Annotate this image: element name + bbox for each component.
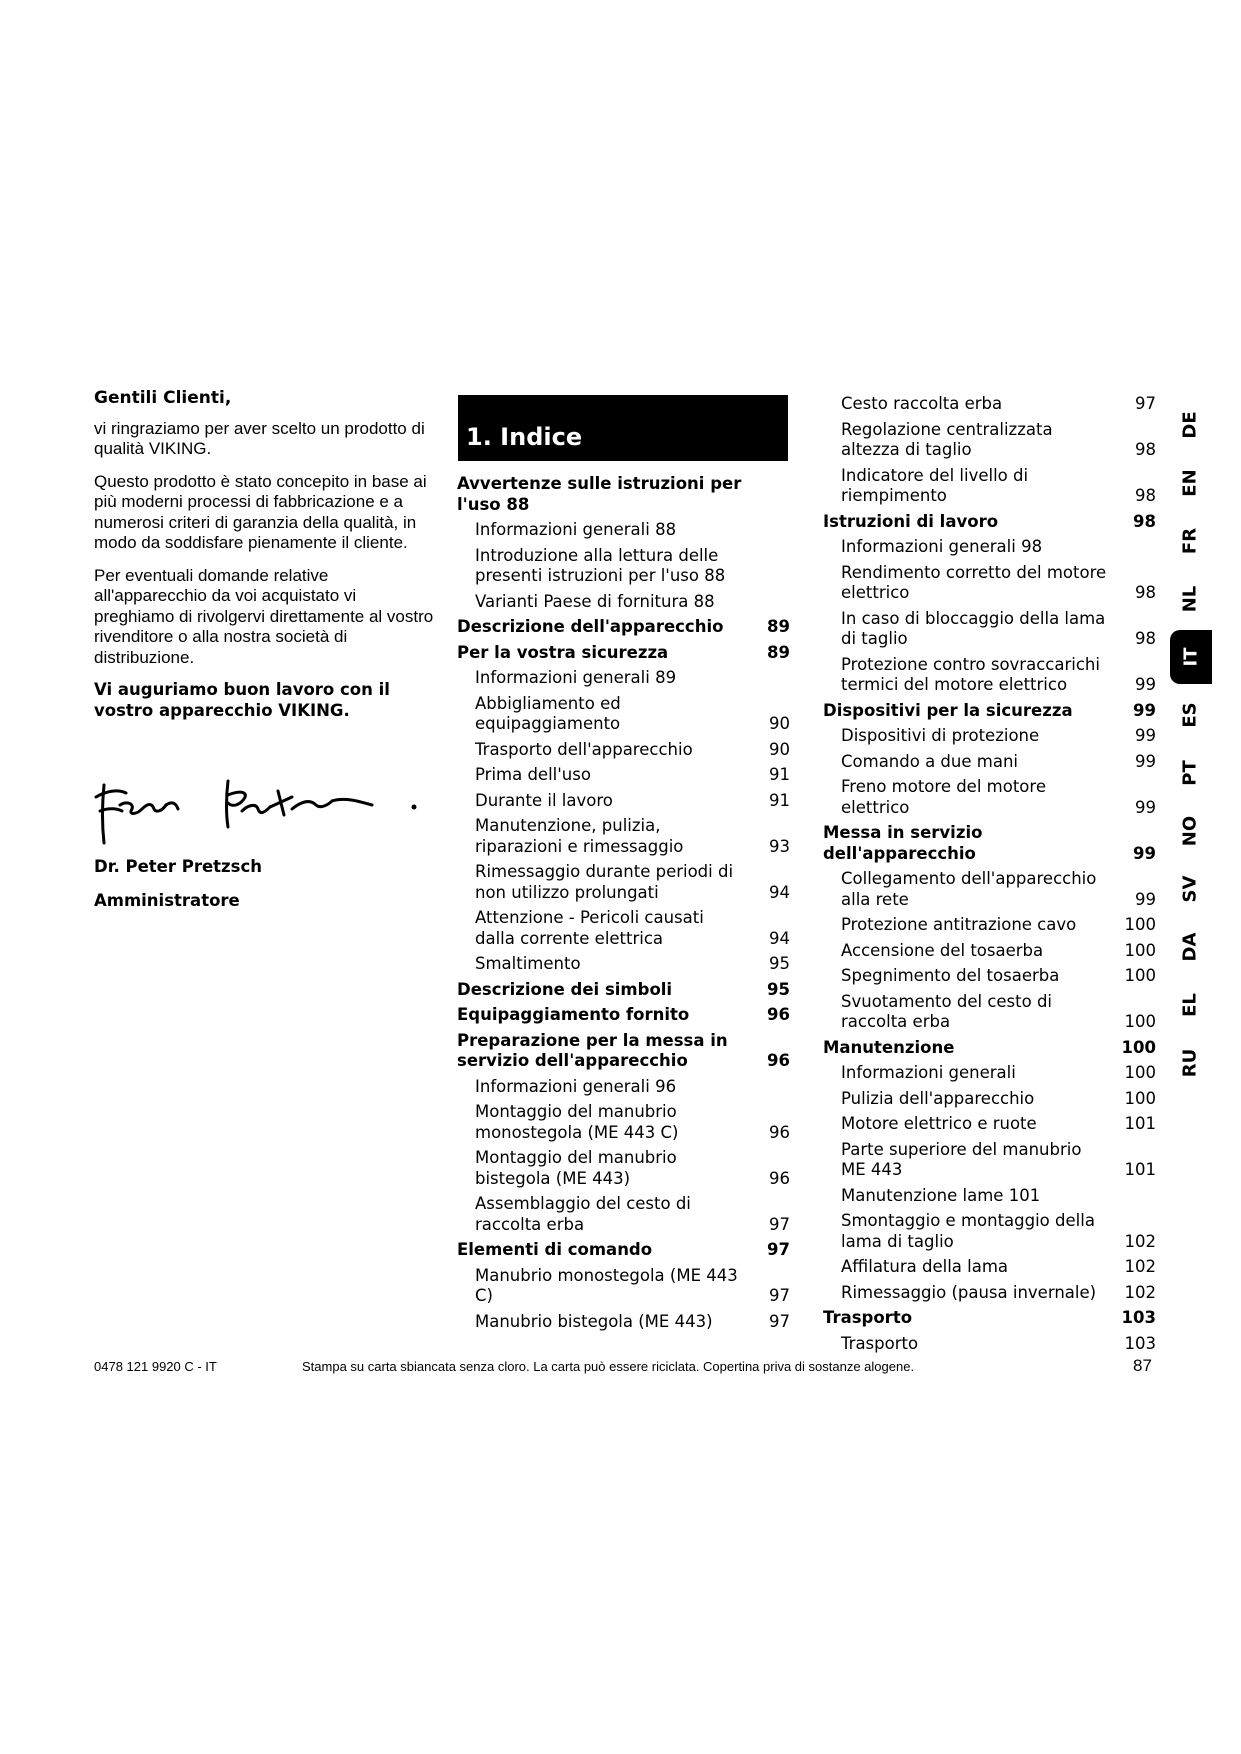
- closing-paragraph: Vi auguriamo buon lavoro con il vostro apparecchio VIKING.: [94, 680, 390, 720]
- toc-subsection: [823, 1140, 1158, 1181]
- toc-entry-title: Durante il lavoro: [475, 790, 613, 810]
- language-tab-label: PT: [1179, 760, 1201, 786]
- toc-entry-page: 90: [769, 714, 790, 733]
- toc-entry-title: Informazioni generali 96: [475, 1076, 677, 1096]
- language-tab-label: DE: [1179, 411, 1201, 439]
- toc-subsection: [823, 1283, 1158, 1304]
- language-tab-label: NL: [1179, 585, 1201, 613]
- toc-entry-title: Motore elettrico e ruote: [841, 1114, 1037, 1133]
- toc-section: [823, 823, 1158, 864]
- language-tab-label: SV: [1179, 875, 1201, 903]
- toc-entry-page: 99: [1135, 751, 1156, 771]
- toc-entry-title: Comando a due mani: [841, 751, 1018, 771]
- toc-entry-title: Descrizione dei simboli: [457, 979, 673, 999]
- toc-entry-title: Regolazione centralizzata altezza di taglio: [841, 419, 1053, 459]
- toc-subsection: [457, 954, 792, 975]
- toc-entry-page: 98: [1135, 583, 1156, 602]
- toc-subsection: [457, 668, 792, 689]
- toc-section: [457, 980, 792, 1001]
- language-tab-sv: [1170, 862, 1210, 916]
- toc-entry-title: Attenzione - Pericoli causati dalla corrente elettrica: [475, 908, 704, 948]
- language-tab-label: FR: [1179, 527, 1201, 555]
- toc-subsection: [823, 777, 1158, 818]
- handwritten-signature: [92, 775, 432, 845]
- toc-entry-title: Messa in servizio dell'apparecchio: [823, 823, 983, 863]
- toc-subsection: [823, 1063, 1158, 1084]
- toc-entry-title: Montaggio del manubrio monostegola (ME 443 C): [475, 1102, 679, 1142]
- toc-subsection: [457, 740, 792, 761]
- document-code: 0478 121 9920 C - IT: [94, 1359, 217, 1374]
- toc-section: [457, 474, 792, 515]
- toc-entry-page: 99: [1135, 675, 1156, 694]
- toc-subsection: [457, 694, 792, 735]
- toc-entry-title: Protezione contro sovraccarichi termici del motore elettrico: [841, 654, 1100, 694]
- language-tab-pt: [1170, 746, 1210, 800]
- toc-entry-title: Preparazione per la messa in servizio dell'apparecchio: [457, 1030, 728, 1070]
- toc-entry-page: 91: [769, 765, 790, 784]
- toc-subsection: [823, 726, 1158, 747]
- toc-subsection: [823, 563, 1158, 604]
- language-tab-label: ES: [1179, 702, 1201, 728]
- toc-entry-page: 102: [1124, 1257, 1156, 1276]
- toc-entry-page: 101: [1124, 1160, 1156, 1179]
- toc-entry-title: Per la vostra sicurezza: [457, 642, 669, 662]
- toc-entry-title: Dispositivi di protezione: [841, 726, 1040, 745]
- toc-subsection: [457, 1312, 792, 1333]
- toc-entry-title: Accensione del tosaerba: [841, 940, 1044, 960]
- toc-entry-title: In caso di bloccaggio della lama di taglio: [841, 608, 1106, 648]
- toc-entry-title: Smaltimento: [475, 954, 581, 973]
- toc-entry-title: Informazioni generali 89: [475, 668, 677, 687]
- toc-entry-page: 99: [1135, 797, 1156, 817]
- toc-entry-page: 100: [1121, 1037, 1156, 1057]
- language-tab-da: [1170, 920, 1210, 974]
- toc-subsection: [823, 1089, 1158, 1110]
- toc-entry-page: 99: [1135, 889, 1156, 909]
- toc-entry-page: 98: [1135, 629, 1156, 648]
- toc-entry-page: 98: [1135, 486, 1156, 505]
- language-tab-no: [1170, 804, 1210, 858]
- toc-entry-page: 97: [769, 1286, 790, 1305]
- toc-subsection: [457, 1194, 792, 1235]
- toc-entry-title: Montaggio del manubrio bistegola (ME 443): [475, 1148, 677, 1188]
- language-tab-it: [1170, 630, 1212, 684]
- toc-entry-title: Collegamento dell'apparecchio alla rete: [841, 869, 1097, 909]
- language-tab-nl: [1170, 572, 1210, 626]
- toc-entry-title: Introduzione alla lettura delle presenti istruzioni per l'uso 88: [475, 545, 726, 585]
- toc-entry-page: 103: [1121, 1308, 1156, 1327]
- toc-entry-title: Smontaggio e montaggio della lama di taglio: [841, 1211, 1095, 1251]
- toc-subsection: [457, 592, 792, 613]
- language-tab-label: DA: [1179, 932, 1201, 962]
- toc-subsection: [823, 655, 1158, 696]
- toc-entry-title: Elementi di comando: [457, 1240, 653, 1259]
- toc-subsection: [823, 394, 1158, 415]
- toc-entry-title: Rimessaggio (pausa invernale): [841, 1282, 1097, 1302]
- toc-entry-title: Freno motore del motore elettrico: [841, 777, 1046, 817]
- toc-entry-title: Trasporto dell'apparecchio: [475, 739, 693, 759]
- language-tab-label: NO: [1179, 815, 1201, 847]
- toc-entry-page: 97: [769, 1214, 790, 1234]
- intro-paragraph-3: Per eventuali domande relative all'apparecchio da voi acquistato vi preghiamo di rivolgervi direttamente al vostro rivenditore o alla nostra società di distribuzione.: [94, 565, 434, 667]
- toc-entry-page: 99: [1135, 726, 1156, 745]
- toc-entry-title: Protezione antitrazione cavo: [841, 915, 1077, 934]
- toc-entry-page: 100: [1124, 1012, 1156, 1031]
- toc-entry-page: 99: [1133, 843, 1156, 863]
- toc-subsection: [823, 537, 1158, 558]
- toc-entry-page: 100: [1124, 1063, 1156, 1082]
- toc-entry-title: Trasporto: [823, 1308, 913, 1327]
- toc-entry-page: 97: [1135, 394, 1156, 413]
- intro-paragraph-2: Questo prodotto è stato concepito in base ai più moderni processi di fabbricazione e a numerosi criteri di garanzia della qualità, in modo da soddisfare pienamente il cliente.: [94, 471, 427, 552]
- toc-subsection: [823, 1186, 1158, 1207]
- toc-entry-page: 101: [1124, 1114, 1156, 1133]
- toc-section: [457, 617, 792, 638]
- language-tab-label: RU: [1179, 1048, 1201, 1078]
- toc-subsection: [457, 546, 792, 587]
- toc-subsection: [823, 966, 1158, 987]
- toc-entry-title: Manutenzione, pulizia, riparazioni e rimessaggio: [475, 816, 684, 856]
- toc-subsection: [457, 520, 792, 541]
- toc-subsection: [457, 816, 792, 857]
- toc-entry-page: 94: [769, 882, 790, 902]
- toc-entry-page: 90: [769, 739, 790, 759]
- toc-entry-page: 103: [1124, 1333, 1156, 1353]
- toc-entry-page: 96: [769, 1122, 790, 1142]
- toc-entry-page: 89: [767, 617, 790, 636]
- toc-subsection: [457, 862, 792, 903]
- toc-entry-title: Equipaggiamento fornito: [457, 1005, 690, 1024]
- toc-subsection: [457, 1102, 792, 1143]
- toc-subsection: [823, 1334, 1158, 1355]
- toc-entry-title: Pulizia dell'apparecchio: [841, 1088, 1035, 1108]
- language-tab-ru: [1170, 1036, 1210, 1090]
- language-tab-el: [1170, 978, 1210, 1032]
- language-tab-label: EN: [1179, 469, 1201, 497]
- signer-role: Amministratore: [94, 891, 240, 910]
- toc-entry-page: 95: [767, 979, 790, 999]
- toc-entry-page: 96: [767, 1051, 790, 1070]
- toc-subsection: [823, 1114, 1158, 1135]
- signer-name: Dr. Peter Pretzsch: [94, 857, 262, 876]
- toc-section: [823, 1038, 1158, 1059]
- toc-entry-page: 100: [1124, 966, 1156, 985]
- toc-entry-title: Affilatura della lama: [841, 1257, 1009, 1276]
- toc-section: [823, 512, 1158, 533]
- toc-entry-page: 96: [767, 1005, 790, 1024]
- toc-entry-title: Parte superiore del manubrio ME 443: [841, 1139, 1082, 1179]
- toc-entry-title: Informazioni generali: [841, 1063, 1016, 1082]
- index-title: 1. Indice: [466, 423, 583, 451]
- toc-subsection: [823, 752, 1158, 773]
- toc-entry-title: Dispositivi per la sicurezza: [823, 700, 1073, 720]
- toc-entry-title: Spegnimento del tosaerba: [841, 966, 1060, 985]
- toc-entry-title: Indicatore del livello di riempimento: [841, 465, 1029, 505]
- toc-entry-page: 102: [1124, 1282, 1156, 1302]
- language-tab-es: [1170, 688, 1210, 742]
- toc-entry-title: Manubrio monostegola (ME 443 C): [475, 1265, 738, 1305]
- toc-entry-page: 100: [1124, 940, 1156, 960]
- page-number: 87: [1133, 1356, 1152, 1375]
- toc-subsection: [823, 1211, 1158, 1252]
- toc-entry-title: Manutenzione lame 101: [841, 1185, 1041, 1205]
- greeting: Gentili Clienti,: [94, 388, 232, 408]
- toc-entry-title: Avvertenze sulle istruzioni per l'uso 88: [457, 474, 742, 514]
- toc-subsection: [823, 420, 1158, 461]
- toc-entry-title: Cesto raccolta erba: [841, 394, 1003, 413]
- toc-entry-title: Informazioni generali 88: [475, 520, 677, 539]
- toc-entry-title: Manubrio bistegola (ME 443): [475, 1311, 713, 1331]
- intro-paragraph-1: vi ringraziamo per aver scelto un prodotto di qualità VIKING.: [94, 418, 425, 458]
- toc-entry-page: 96: [769, 1168, 790, 1188]
- toc-subsection: [823, 466, 1158, 507]
- toc-column-2: [823, 394, 1158, 1359]
- toc-entry-title: Svuotamento del cesto di raccolta erba: [841, 991, 1053, 1031]
- toc-entry-title: Informazioni generali 98: [841, 537, 1043, 556]
- toc-entry-page: 99: [1133, 700, 1156, 720]
- toc-subsection: [823, 992, 1158, 1033]
- toc-entry-title: Varianti Paese di fornitura 88: [475, 591, 715, 611]
- toc-entry-title: Manutenzione: [823, 1037, 955, 1057]
- toc-entry-title: Abbigliamento ed equipaggiamento: [475, 693, 621, 733]
- toc-entry-page: 100: [1124, 915, 1156, 934]
- toc-entry-page: 102: [1124, 1231, 1156, 1251]
- toc-section: [457, 1240, 792, 1261]
- toc-entry-page: 93: [769, 836, 790, 856]
- toc-entry-page: 97: [767, 1240, 790, 1259]
- toc-entry-title: Istruzioni di lavoro: [823, 511, 999, 531]
- toc-entry-title: Rendimento corretto del motore elettrico: [841, 562, 1107, 602]
- toc-subsection: [823, 609, 1158, 650]
- toc-entry-page: 91: [769, 790, 790, 810]
- toc-column-1: [457, 474, 792, 1337]
- language-tab-de: [1170, 398, 1210, 452]
- toc-entry-page: 100: [1124, 1088, 1156, 1108]
- toc-section: [457, 643, 792, 664]
- toc-entry-title: Assemblaggio del cesto di raccolta erba: [475, 1194, 691, 1234]
- toc-entry-title: Rimessaggio durante periodi di non utilizzo prolungati: [475, 862, 734, 902]
- print-note: Stampa su carta sbiancata senza cloro. La carta può essere riciclata. Copertina priva di sostanze alogene.: [302, 1359, 915, 1374]
- toc-subsection: [457, 1148, 792, 1189]
- toc-subsection: [457, 1077, 792, 1098]
- toc-section: [823, 701, 1158, 722]
- toc-entry-page: 95: [769, 954, 790, 973]
- toc-entry-title: Prima dell'uso: [475, 765, 591, 784]
- toc-entry-title: Descrizione dell'apparecchio: [457, 617, 724, 636]
- toc-subsection: [457, 908, 792, 949]
- language-tab-label: EL: [1179, 993, 1201, 1017]
- toc-entry-page: 98: [1133, 511, 1156, 531]
- toc-subsection: [823, 869, 1158, 910]
- toc-subsection: [457, 1266, 792, 1307]
- toc-section: [457, 1031, 792, 1072]
- toc-subsection: [823, 941, 1158, 962]
- toc-entry-page: 98: [1135, 440, 1156, 459]
- toc-subsection: [823, 915, 1158, 936]
- toc-subsection: [457, 791, 792, 812]
- language-tab-en: [1170, 456, 1210, 510]
- toc-section: [823, 1308, 1158, 1329]
- toc-entry-page: 97: [769, 1311, 790, 1331]
- toc-entry-page: 94: [769, 928, 790, 948]
- index-header: [458, 395, 788, 461]
- toc-section: [457, 1005, 792, 1026]
- language-tab-fr: [1170, 514, 1210, 568]
- toc-entry-page: 89: [767, 642, 790, 662]
- toc-subsection: [823, 1257, 1158, 1278]
- language-tab-label: IT: [1180, 647, 1202, 667]
- toc-entry-title: Trasporto: [841, 1333, 919, 1353]
- intro-letter: [94, 388, 434, 733]
- toc-subsection: [457, 765, 792, 786]
